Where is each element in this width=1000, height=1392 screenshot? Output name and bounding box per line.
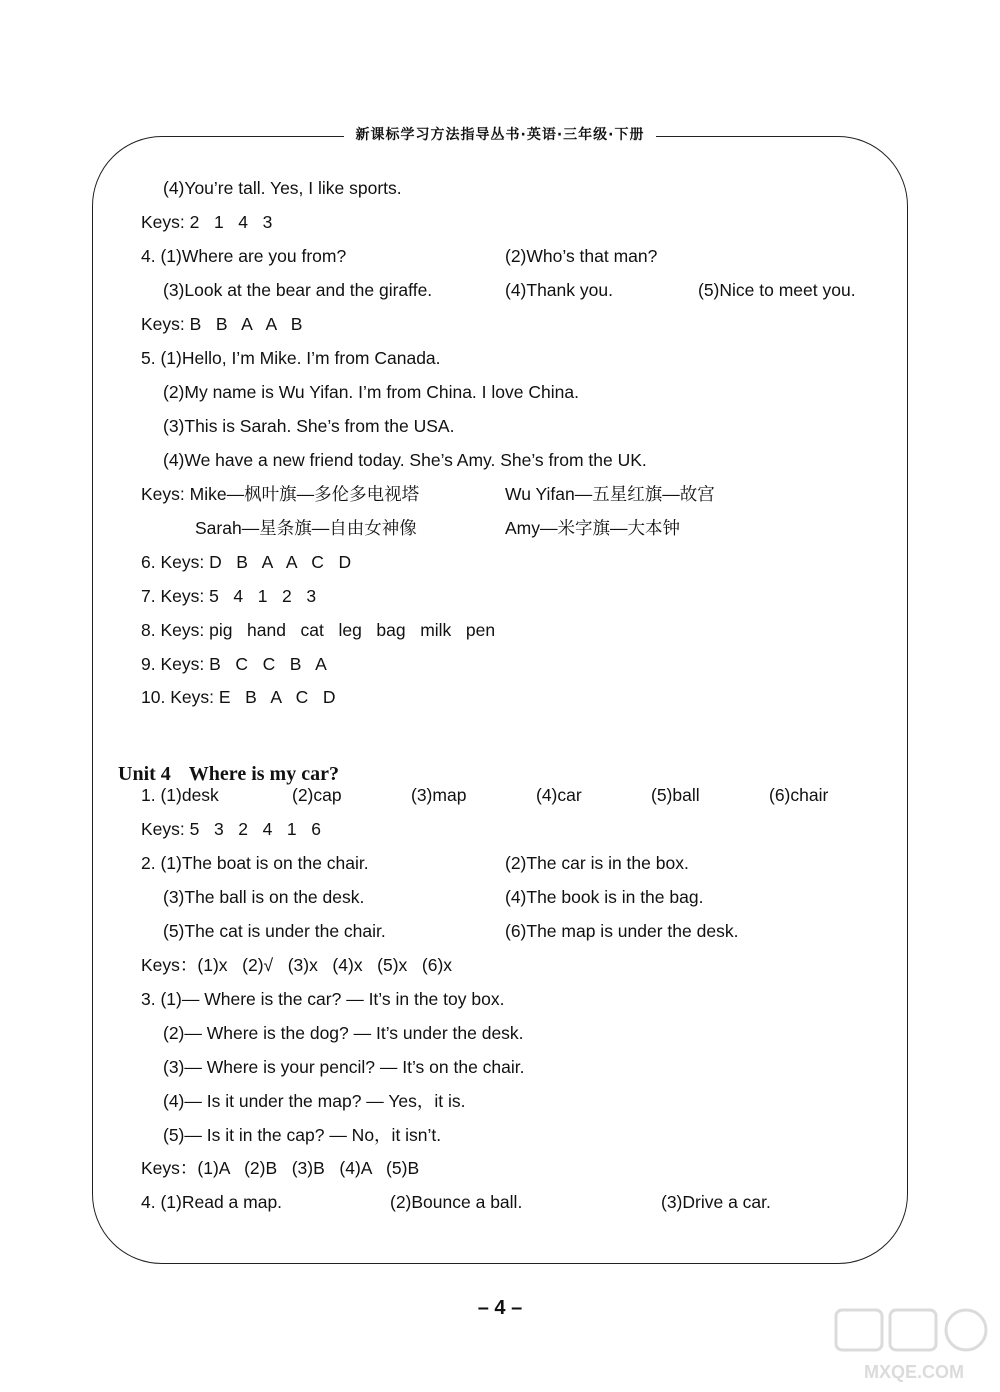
answer-line: 3. (1)— Where is the car? — It’s in the toy box.: [141, 989, 505, 1009]
answer-line: Wu Yifan—五星红旗—故宫: [505, 484, 715, 504]
answer-line: (3)Drive a car.: [661, 1192, 771, 1212]
answer-line: (6)chair: [769, 785, 829, 805]
answer-line: 5. (1)Hello, I’m Mike. I’m from Canada.: [141, 348, 441, 368]
answer-line: Keys: Mike—枫叶旗—多伦多电视塔: [141, 484, 420, 504]
answer-line: (3)The ball is on the desk.: [163, 887, 365, 907]
answer-line: 9. Keys: B C C B A: [141, 654, 327, 674]
answer-line: (5)The cat is under the chair.: [163, 921, 386, 941]
answer-line: (4)Thank you.: [505, 280, 613, 300]
answer-line: (3)This is Sarah. She’s from the USA.: [163, 416, 455, 436]
answer-line: (2)— Where is the dog? — It’s under the desk.: [163, 1023, 524, 1043]
answer-line: (4)— Is it under the map? — Yes，it is.: [163, 1091, 466, 1111]
answer-line: 10. Keys: E B A C D: [141, 687, 336, 707]
answer-line: 6. Keys: D B A A C D: [141, 552, 352, 572]
answer-line: (2)The car is in the box.: [505, 853, 689, 873]
watermark-logo: [834, 1306, 994, 1386]
answer-line: (2)My name is Wu Yifan. I’m from China. I love China.: [163, 382, 579, 402]
answer-line: (3)Look at the bear and the giraffe.: [163, 280, 433, 300]
answer-line: (6)The map is under the desk.: [505, 921, 739, 941]
answer-line: (2)Who’s that man?: [505, 246, 658, 266]
answer-line: (2)cap: [292, 785, 342, 805]
answer-line: 8. Keys: pig hand cat leg bag milk pen: [141, 620, 496, 640]
unit-label: Unit 4: [118, 763, 171, 785]
answer-line: Sarah—星条旗—自由女神像: [195, 518, 417, 538]
unit-heading: [118, 762, 339, 786]
answer-line: 4. (1)Where are you from?: [141, 246, 347, 266]
answer-line: Keys：(1)x (2)√ (3)x (4)x (5)x (6)x: [141, 955, 453, 975]
answer-line: (4)We have a new friend today. She’s Amy. She’s from the UK.: [163, 450, 647, 470]
answer-line: (5)ball: [651, 785, 700, 805]
answer-line: (3)— Where is your pencil? — It’s on the chair.: [163, 1057, 525, 1077]
answer-line: Keys: 2 1 4 3: [141, 212, 273, 232]
page-number: – 4 –: [477, 1297, 523, 1319]
answer-line: (5)— Is it in the cap? — No，it isn’t.: [163, 1125, 442, 1145]
answer-line: Amy—米字旗—大本钟: [505, 518, 680, 538]
svg-text:MXQE.COM: MXQE.COM: [863, 1362, 965, 1382]
answer-line: (2)Bounce a ball.: [390, 1192, 523, 1212]
answer-line: 4. (1)Read a map.: [141, 1192, 283, 1212]
answer-line: (4)car: [536, 785, 582, 805]
answer-line: Keys：(1)A (2)B (3)B (4)A (5)B: [141, 1158, 420, 1178]
answer-line: Keys: 5 3 2 4 1 6: [141, 819, 321, 839]
answer-line: 1. (1)desk: [141, 785, 219, 805]
answer-line: 7. Keys: 5 4 1 2 3: [141, 586, 317, 606]
answer-line: (5)Nice to meet you.: [698, 280, 856, 300]
answer-line: 2. (1)The boat is on the chair.: [141, 853, 369, 873]
answer-line: (3)map: [411, 785, 467, 805]
answer-line: (4)You’re tall. Yes, I like sports.: [163, 178, 402, 198]
unit-title: Where is my car?: [188, 763, 339, 785]
answer-line: Keys: B B A A B: [141, 314, 303, 334]
answer-line: (4)The book is in the bag.: [505, 887, 704, 907]
header-title: 新课标学习方法指导丛书·英语·三年级·下册: [344, 127, 657, 143]
